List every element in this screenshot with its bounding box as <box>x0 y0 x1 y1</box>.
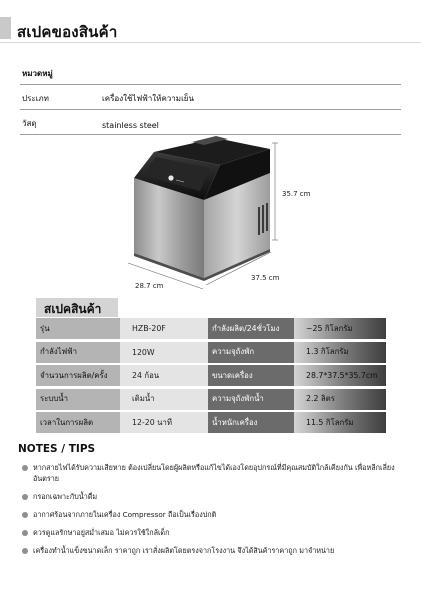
spec-value: 24 ก้อน <box>120 365 208 386</box>
spec-value: 120W <box>120 342 208 363</box>
note-text: ควรดูแลรักษาอยู่สม่ำเสมอ ไม่ควรใช้ใกล้เด็ก <box>33 528 170 537</box>
info-value: stainless steel <box>102 121 159 130</box>
spec-label: ระบบน้ำ <box>36 389 120 410</box>
spec-value: HZB-20F <box>120 318 208 339</box>
note-text: เครื่องทำน้ำแข็งขนาดเล็ก ราคาถูก เราสั่งผลิตโดยตรงจากโรงงาน จึงได้สินค้าราคาถูก มาจำหน่าย <box>33 546 335 555</box>
spec-value: 28.7*37.5*35.7cm <box>294 365 386 386</box>
spec-label: รุ่น <box>36 318 120 339</box>
bullet-icon <box>22 512 28 518</box>
dimension-height: 35.7 cm <box>282 190 311 198</box>
spec-value: 1.3 กิโลกรัม <box>294 342 386 363</box>
dimension-depth: 28.7 cm <box>135 282 164 290</box>
spec-label: ขนาดเครื่อง <box>208 365 294 386</box>
note-item <box>22 462 407 484</box>
spec-table <box>36 318 386 436</box>
note-item <box>22 509 407 520</box>
note-item <box>22 545 407 556</box>
spec-row <box>36 365 386 386</box>
note-text: กรอกเฉพาะกับน้ำดื่ม <box>33 492 98 501</box>
bullet-icon <box>22 530 28 536</box>
spec-label: กำลังไฟฟ้า <box>36 342 120 363</box>
spec-label: จำนวนการผลิต/ครั้ง <box>36 365 120 386</box>
info-value: เครื่องใช้ไฟฟ้าให้ความเย็น <box>102 94 194 103</box>
info-label: หมวดหมู่ <box>22 69 53 78</box>
spec-value: เติมน้ำ <box>120 389 208 410</box>
spec-row <box>36 412 386 433</box>
note-text: อากาศร้อนจากภายในเครื่อง Compressor ถือเป็นเรื่องปกติ <box>33 510 217 519</box>
spec-title: สเปคสินค้า <box>44 302 102 316</box>
note-text: หากสายไฟได้รับความเสียหาย ต้องเปลี่ยนโดยผู้ผลิตหรือแก้ไขได้เองโดยอุปกรณ์ที่มีคุณสมบัติใกล้เคียงกัน เพื่อหลีกเลี่ยงอันตราย <box>33 463 395 483</box>
notes-title: NOTES / TIPS <box>18 443 96 455</box>
spec-header <box>36 298 118 317</box>
info-label: วัสดุ <box>22 119 37 128</box>
spec-value: 2.2 ลิตร <box>294 389 386 410</box>
dimension-width: 37.5 cm <box>251 274 280 282</box>
note-item <box>22 527 407 538</box>
spec-row <box>36 389 386 410</box>
spec-row <box>36 342 386 363</box>
spec-value: 11.5 กิโลกรัม <box>294 412 386 433</box>
spec-label: ความจุถังพัก <box>208 342 294 363</box>
bullet-icon <box>22 548 28 554</box>
spec-label: กำลังผลิต/24ชั่วโมง <box>208 318 294 339</box>
note-item <box>22 491 407 502</box>
spec-label: เวลาในการผลิต <box>36 412 120 433</box>
spec-row <box>36 318 386 339</box>
spec-label: ความจุถังพักน้ำ <box>208 389 294 410</box>
spec-label: น้ำหนักเครื่อง <box>208 412 294 433</box>
info-label: ประเภท <box>22 94 49 103</box>
bullet-icon <box>22 465 28 471</box>
page-title: สเปคของสินค้า <box>17 23 118 41</box>
notes-list <box>22 462 407 563</box>
spec-value: ~25 กิโลกรัม <box>294 318 386 339</box>
bullet-icon <box>22 494 28 500</box>
spec-value: 12-20 นาที <box>120 412 208 433</box>
